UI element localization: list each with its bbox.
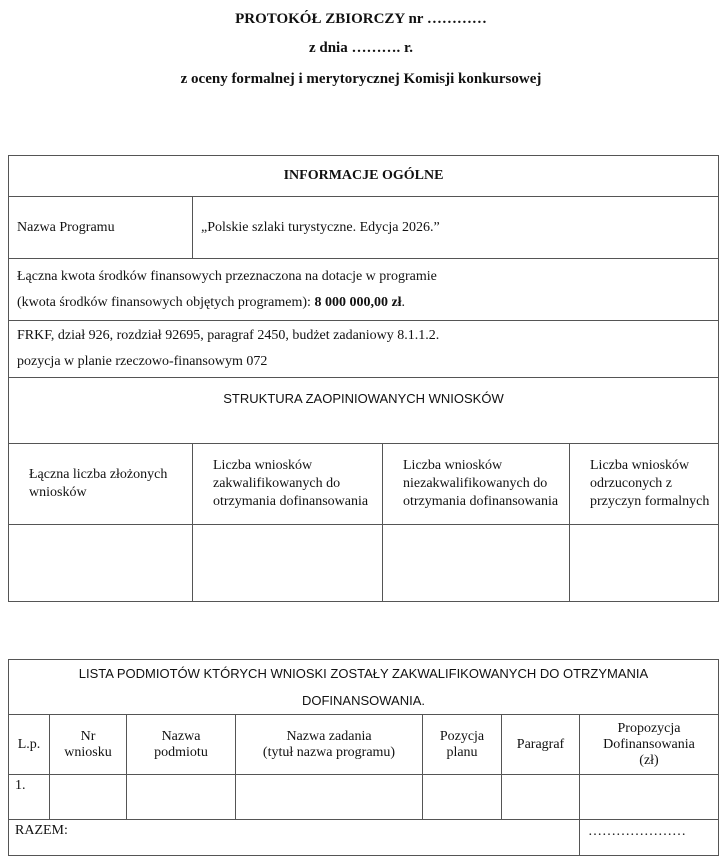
- structure-value-not-qualified: [383, 525, 570, 602]
- total-amount-line1: Łączna kwota środków finansowych przeznaczona na dotacje w programie: [17, 268, 437, 284]
- col-header-entity-line1: Nazwa: [161, 728, 201, 744]
- protocol-date-line: z dnia ………. r.: [308, 40, 414, 56]
- total-amount-value: 8 000 000,00 zł: [314, 294, 402, 310]
- row-nr: [50, 775, 127, 820]
- row-paragraph: [502, 775, 580, 820]
- list-heading-line1: LISTA PODMIOTÓW KTÓRYCH WNIOSKI ZOSTAŁY ZAKWALIFIKOWANYCH DO OTRZYMANIA: [78, 666, 649, 681]
- general-info-heading: INFORMACJE OGÓLNE: [9, 156, 719, 197]
- row-task: [236, 775, 423, 820]
- program-name-label: Nazwa Programu: [9, 197, 193, 259]
- col-header-nr-line1: Nr: [80, 728, 96, 744]
- col-header-task: [236, 715, 423, 775]
- col-header-plan-line2: planu: [446, 744, 478, 760]
- structure-value-qualified: [193, 525, 383, 602]
- budget-line1: FRKF, dział 926, rozdział 92695, paragraf 2450, budżet zadaniowy 8.1.1.2.: [17, 328, 440, 343]
- structure-value-total: [9, 525, 193, 602]
- col-header-proposal-line2: Dofinansowania: [603, 736, 695, 752]
- qualified-list-table: [8, 659, 719, 856]
- list-heading: [9, 660, 719, 715]
- budget-cell: [9, 321, 719, 378]
- structure-col-not-qualified: Liczba wniosków niezakwalifikowanych do otrzymania dofinansowania: [383, 444, 570, 525]
- col-header-task-line1: Nazwa zadania: [286, 728, 372, 744]
- structure-col-total: Łączna liczba złożonych wniosków: [9, 444, 193, 525]
- row-entity: [127, 775, 236, 820]
- col-header-nr-line2: wniosku: [64, 744, 112, 760]
- col-header-entity-line2: podmiotu: [154, 744, 208, 760]
- total-amount-cell: [9, 259, 719, 321]
- row-plan: [423, 775, 502, 820]
- structure-col-qualified: Liczba wniosków zakwalifikowanych do otrzymania dofinansowania: [193, 444, 383, 525]
- structure-heading: STRUKTURA ZAOPINIOWANYCH WNIOSKÓW: [9, 378, 719, 444]
- total-amount-prefix: (kwota środków finansowych objętych programem):: [17, 294, 315, 310]
- col-header-entity: [127, 715, 236, 775]
- col-header-plan-line1: Pozycja: [439, 728, 485, 744]
- table-row: [9, 775, 719, 820]
- protocol-title: PROTOKÓŁ ZBIORCZY nr …………: [235, 11, 487, 27]
- col-header-nr: [50, 715, 127, 775]
- col-header-proposal: [580, 715, 719, 775]
- col-header-lp: L.p.: [9, 715, 50, 775]
- total-amount-line2: [17, 290, 718, 316]
- col-header-plan: [423, 715, 502, 775]
- col-header-proposal-line3: (zł): [639, 752, 659, 768]
- total-amount-suffix: .: [401, 294, 406, 310]
- row-lp: 1.: [9, 775, 50, 820]
- general-info-table: [8, 155, 719, 602]
- structure-col-rejected: Liczba wniosków odrzuconych z przyczyn formalnych: [570, 444, 719, 525]
- total-value: …………………: [580, 820, 719, 856]
- col-header-task-line2: (tytuł nazwa programu): [262, 744, 396, 760]
- protocol-subtitle: z oceny formalnej i merytorycznej Komisji konkursowej: [180, 71, 542, 87]
- budget-line2: pozycja w planie rzeczowo-finansowym 072: [17, 354, 268, 369]
- list-heading-line2: DOFINANSOWANIA.: [301, 693, 426, 708]
- program-name-value: „Polskie szlaki turystyczne. Edycja 2026.”: [193, 197, 719, 259]
- col-header-proposal-line1: Propozycja: [617, 720, 681, 736]
- structure-value-rejected: [570, 525, 719, 602]
- col-header-paragraph: Paragraf: [502, 715, 580, 775]
- row-amount: [580, 775, 719, 820]
- total-label: RAZEM:: [9, 820, 580, 856]
